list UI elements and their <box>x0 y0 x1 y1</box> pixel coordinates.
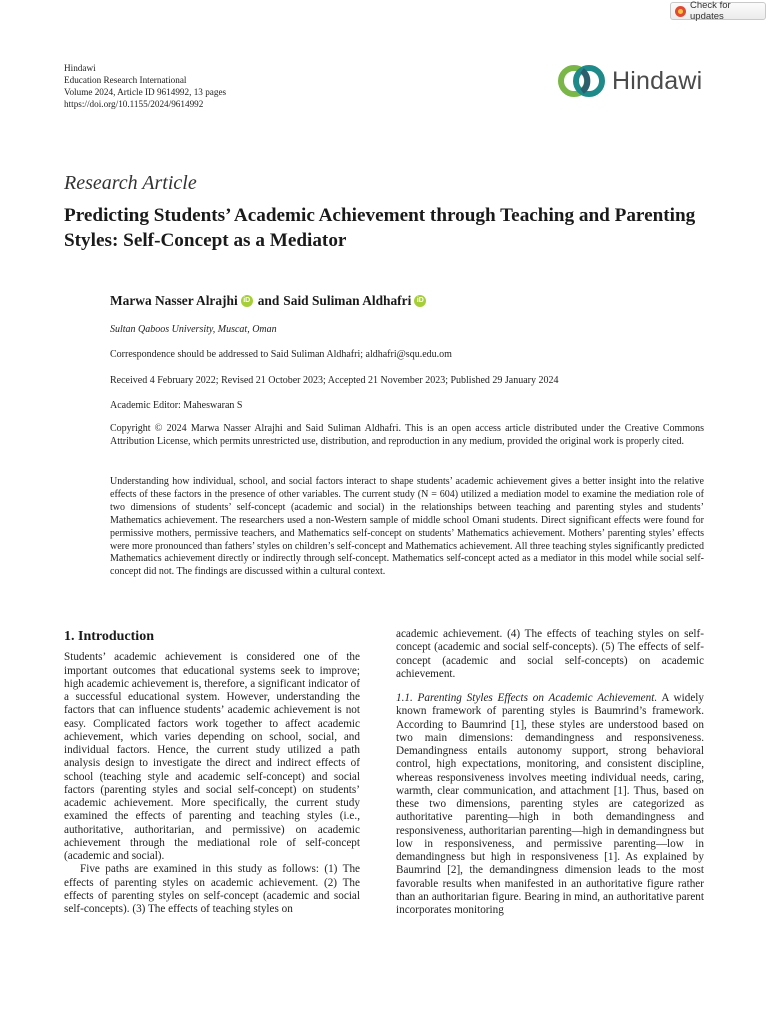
journal-meta <box>64 62 226 110</box>
hindawi-logo <box>556 62 702 100</box>
paragraph: academic achievement. (4) The effects of teaching styles on self-concept (academic and social self-concepts). (5) The effects of self-concept (academic and social self-concepts) on academic achievement. <box>396 628 704 680</box>
academic-editor: Academic Editor: Maheswaran S <box>110 400 243 411</box>
publication-dates: Received 4 February 2022; Revised 21 October 2023; Accepted 21 November 2023; Published 29 January 2024 <box>110 375 559 386</box>
affiliation: Sultan Qaboos University, Muscat, Oman <box>110 324 277 335</box>
article-type-label: Research Article <box>64 172 197 194</box>
author-separator: and <box>257 293 280 308</box>
copyright-notice: Copyright © 2024 Marwa Nasser Alrajhi and Said Suliman Aldhafri. This is an open access article distributed under the Creative Commons Attribution License, which permits unrestricted use, distribution, and reproduction in any medium, provided the original work is properly cited. <box>110 423 704 447</box>
publisher-name: Hindawi <box>64 63 96 73</box>
correspondence: Correspondence should be addressed to Said Suliman Aldhafri; aldhafri@squ.edu.om <box>110 349 452 360</box>
doi-link[interactable]: https://doi.org/10.1155/2024/9614992 <box>64 99 204 109</box>
paragraph: Five paths are examined in this study as follows: (1) The effects of parenting styles on academic achievement. (2) The effects of parenting styles on self-concept (academic and social self-concepts). (3) The effects of teaching styles on <box>64 863 360 915</box>
author-line <box>110 293 431 309</box>
journal-name: Education Research International <box>64 75 187 85</box>
paragraph-with-subheading <box>396 692 704 917</box>
orcid-icon[interactable]: iD <box>414 295 426 307</box>
section-heading: 1. Introduction <box>64 629 154 644</box>
abstract: Understanding how individual, school, and social factors interact to shape students’ academic achievement gives a better insight into the relative effects of these factors in the presence of other variables. The current study (N = 604) utilized a mediation model to examine the mediation role of two dimensions of students’ self-concept (academic and social) in the relationships between teaching and parenting styles and students’ Mathematics achievement. The researchers used a non-Western sample of middle school Omani students. Direct significant effects were found for permissive mothers, permissive teachers, and Mathematics self-concept on students’ Mathematics achievement. Mothers’ parenting styles’ effects were more pronounced than fathers’ styles on children’s self-concept and Mathematics achievement. All three teaching styles significantly predicted Mathematics achievement directly or indirectly through self-concept. Mathematics self-concept acted as a mediator in this model while social self-concept did not. The findings are discussed within a cultural context. <box>110 476 704 578</box>
crossmark-icon <box>675 6 686 17</box>
right-column <box>396 628 704 917</box>
orcid-icon[interactable]: iD <box>241 295 253 307</box>
hindawi-rings-icon <box>556 62 608 100</box>
left-column <box>64 628 360 916</box>
paragraph-text: A widely known framework of parenting styles is Baumrind’s framework. According to Baumrind [1], these styles are understood based on two main dimensions: demandingness and responsiveness. Demandingness entails autonomy support, strong behavioral control, high expectations, monitoring, and consistent discipline, whereas responsiveness involves meeting individual needs, caring, warmth, clear communication, and attachment [1]. Thus, based on these two dimensions, parenting styles are categorized as authoritative parenting—high in both demandingness and responsiveness, authoritarian parenting—high in demandingness but low in responsiveness, and permissive parenting—low in demandingness but high in responsiveness [1]. As explained by Baumrind [2], the demandingness dimension leads to the most favorable results when manifested in an authoritative figure rather than an authoritarian figure. Bearing in mind, an authoritative parent incorporates monitoring <box>396 692 705 916</box>
check-for-updates-button[interactable] <box>670 2 766 20</box>
paragraph: Students’ academic achievement is considered one of the important outcomes that educational systems seek to improve; high academic achievement is, therefore, a significant indicator of a successful educational system. However, understanding the factors that can influence students’ academic achievement is not easy. Complicated factors work together to affect academic achievement, which varies depending on school, social, and individual factors. Hence, the current study utilized a path analysis design to investigate the direct and indirect effects of school (teaching style and academic self-concept) and social factors (parenting styles and social self-concept) on students’ academic achievement. More specifically, the current study examined the effects of parenting and teaching styles (i.e., authoritative, authoritarian, and permissive) on academic achievement through the mediational role of self-concept (academic and social). <box>64 651 360 862</box>
author-2-name[interactable]: Said Suliman Aldhafri <box>283 293 412 308</box>
article-title: Predicting Students’ Academic Achievement through Teaching and Parenting Styles: Self-Concept as a Mediator <box>64 205 696 251</box>
subsection-heading: 1.1. Parenting Styles Effects on Academic Achievement. <box>396 692 658 704</box>
check-for-updates-label: Check for updates <box>690 0 731 22</box>
volume-line: Volume 2024, Article ID 9614992, 13 pages <box>64 87 227 97</box>
author-1-name[interactable]: Marwa Nasser Alrajhi <box>110 293 238 308</box>
hindawi-wordmark: Hindawi <box>612 66 703 95</box>
